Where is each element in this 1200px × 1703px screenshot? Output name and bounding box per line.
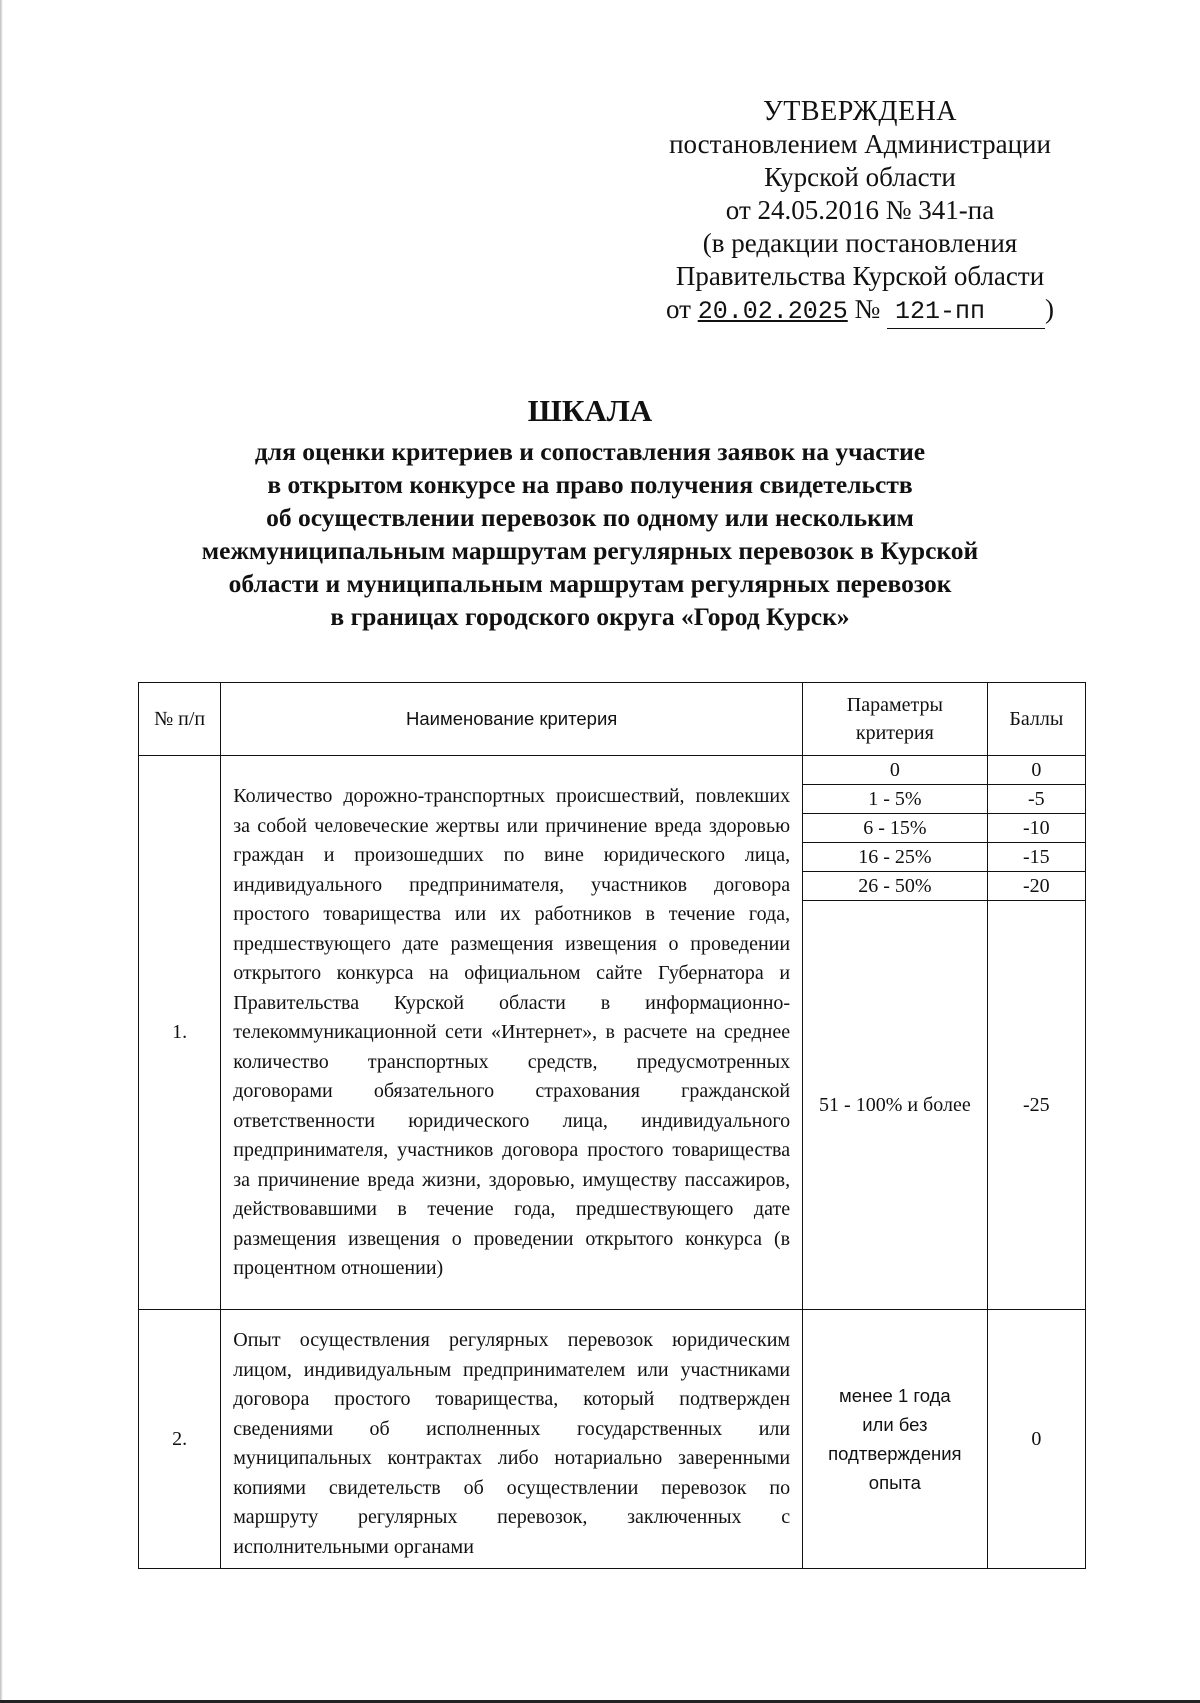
date-prefix: от [666, 294, 691, 324]
approval-date: 20.02.2025 [697, 297, 848, 326]
score-value: -10 [987, 814, 1085, 843]
score-value: -5 [987, 785, 1085, 814]
score-value: -25 [987, 901, 1085, 1310]
approval-number: 121-пп [895, 297, 986, 326]
param-value: 51 - 100% и более [803, 901, 988, 1310]
approval-block [640, 95, 1080, 329]
approval-date-line [640, 293, 1080, 329]
row-number: 1. [139, 756, 221, 1310]
document-heading [150, 393, 1030, 633]
approval-title: УТВЕРЖДЕНА [762, 96, 958, 127]
criterion-name: Количество дорожно-транспортных происшествий, повлекших за собой человеческие жертвы или причинение вреда здоровью граждан и произошедших по вине юридического лица, индивидуального предпринимателя, участников договора простого товарищества или их работников в течение года, предшествующего дате размещения извещения о проведении открытого конкурса на официальном сайте Губернатора и Правительства Курской области в информационно-телекоммуникационной сети «Интернет», в расчете на среднее количество транспортных средств, предусмотренных договорами обязательного страхования гражданской ответственности юридического лица, индивидуального предпринимателя, участников договора простого товарищества за причинение вреда жизни, здоровью, имуществу пассажиров, действовавшими в течение года, предшествующего дате размещения извещения о проведении открытого конкурса (в процентном отношении) [221, 756, 803, 1310]
heading-line: области и муниципальным маршрутам регулярных перевозок [228, 569, 952, 598]
criterion-name: Опыт осуществления регулярных перевозок юридическим лицом, индивидуальным предпринимателем или участниками договора простого товарищества, который подтвержден сведениями об исполненных государственных или муниципальных контрактах либо нотариально заверенными копиями свидетельств об осуществлении перевозок по маршруту регулярных перевозок, заключенных с исполнительными органами [221, 1310, 803, 1569]
table-row [139, 1310, 1086, 1569]
approval-line: Правительства Курской области [675, 261, 1045, 291]
header-name: Наименование критерия [221, 683, 803, 756]
approval-line: Курской области [764, 162, 956, 192]
approval-line: от 24.05.2016 № 341-па [725, 195, 995, 225]
header-param: Параметры критерия [803, 683, 988, 756]
criteria-table [138, 682, 1086, 1569]
heading-line: об осуществлении перевозок по одному или нескольким [266, 503, 914, 532]
score-value: -15 [987, 843, 1085, 872]
table-row [139, 756, 1086, 785]
row-number: 2. [139, 1310, 221, 1569]
param-value: менее 1 года или без подтверждения опыта [803, 1310, 988, 1569]
score-value: 0 [987, 1310, 1085, 1569]
heading-line: межмуниципальным маршрутам регулярных перевозок в Курской [201, 536, 979, 565]
header-score: Баллы [987, 683, 1085, 756]
approval-line: постановлением Администрации [669, 129, 1051, 159]
param-value: 0 [803, 756, 988, 785]
document-title: ШКАЛА [527, 393, 653, 428]
approval-line: (в редакции постановления [702, 228, 1018, 258]
header-num: № п/п [139, 683, 221, 756]
score-value: -20 [987, 872, 1085, 901]
param-value: 6 - 15% [803, 814, 988, 843]
closing-paren: ) [1045, 294, 1054, 324]
heading-line: в открытом конкурсе на право получения свидетельств [267, 470, 913, 499]
param-value: 16 - 25% [803, 843, 988, 872]
number-prefix: № [854, 294, 881, 324]
param-value: 1 - 5% [803, 785, 988, 814]
approval-number-slot [887, 293, 1045, 329]
scan-edge [0, 0, 3, 1703]
heading-line: в границах городского округа «Город Курск» [330, 602, 850, 631]
score-value: 0 [987, 756, 1085, 785]
heading-line: для оценки критериев и сопоставления заявок на участие [254, 437, 926, 466]
param-value: 26 - 50% [803, 872, 988, 901]
table-header-row [139, 683, 1086, 756]
